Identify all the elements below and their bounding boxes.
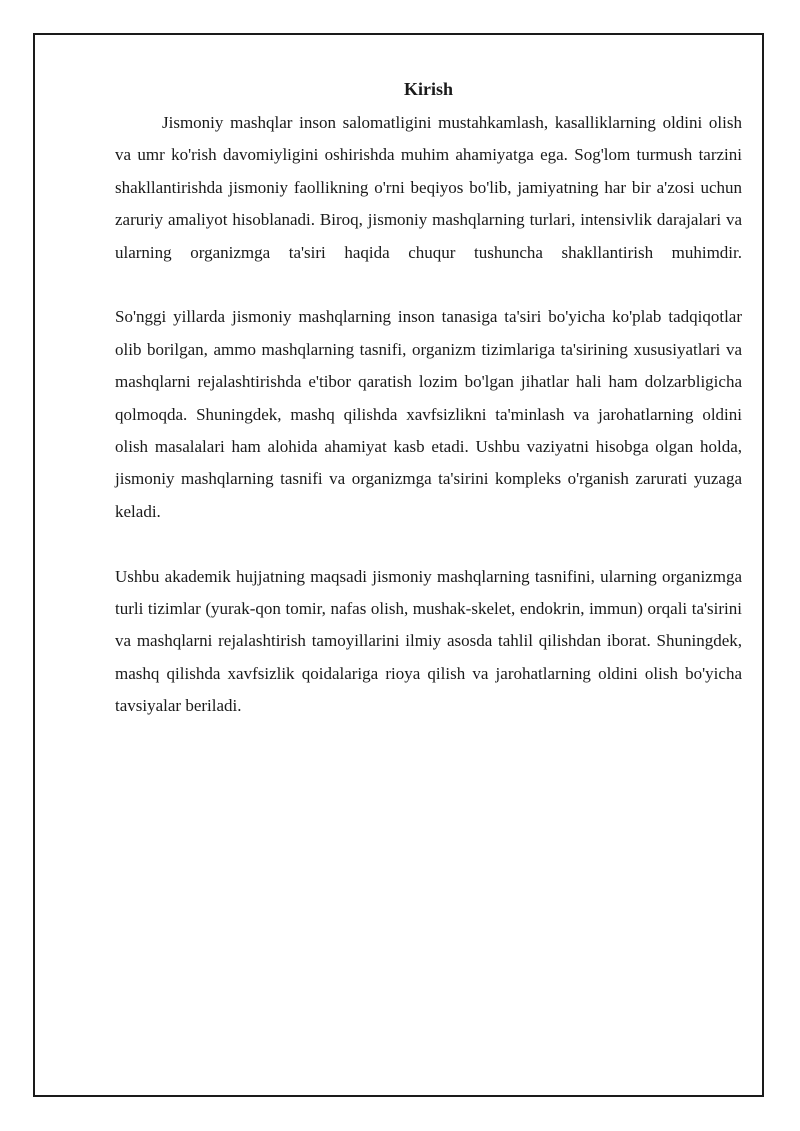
document-body [115,76,742,723]
section-title: Kirish [403,79,453,99]
paragraph-intro: Jismoniy mashqlar inson salomatligini mustahkamlash, kasalliklarning oldini olish va umr ko'rish davomiyligini oshirishda muhim ahamiyatga ega. Sog'lom turmush tarzini shakllantirishda jismoniy faollikning o'rni beqiyos bo'lib, jamiyatning har bir a'zosi uchun zaruriy amaliyot hisoblanadi. Biroq, jismoniy mashqlarning turlari, intensivlik darajalari va ularning organizmga ta'siri haqida chuqur tushuncha shakllantirish muhimdir. [115,113,742,262]
paragraph-research: So'nggi yillarda jismoniy mashqlarning inson tanasiga ta'siri bo'yicha ko'plab tadqiqotlar olib borilgan, ammo mashqlarning tasnifi, organizm tizimlariga ta'sirining xususiyatlari va mashqlarni rejalashtirishda e'tibor qaratish lozim bo'lgan jihatlar hali ham dolzarbligicha qolmoqda. Shuningdek, mashq qilishda xavfsizlikni ta'minlash va jarohatlarning oldini olish masalalari ham alohida ahamiyat kasb etadi. Ushbu vaziyatni hisobga olgan holda, jismoniy mashqlarning tasnifi va organizmga ta'sirini kompleks o'rganish zarurati yuzaga keladi. [115,307,742,521]
paragraph-purpose: Ushbu akademik hujjatning maqsadi jismoniy mashqlarning tasnifini, ularning organizmga turli tizimlar (yurak-qon tomir, nafas olish, mushak-skelet, endokrin, immun) orqali ta'sirini va mashqlarni rejalashtirish tamoyillarini ilmiy asosda tahlil qilishdan iborat. Shuningdek, mashq qilishda xavfsizlik qoidalariga rioya qilish va jarohatlarning oldini olish bo'yicha tavsiyalar beriladi. [115,566,742,716]
